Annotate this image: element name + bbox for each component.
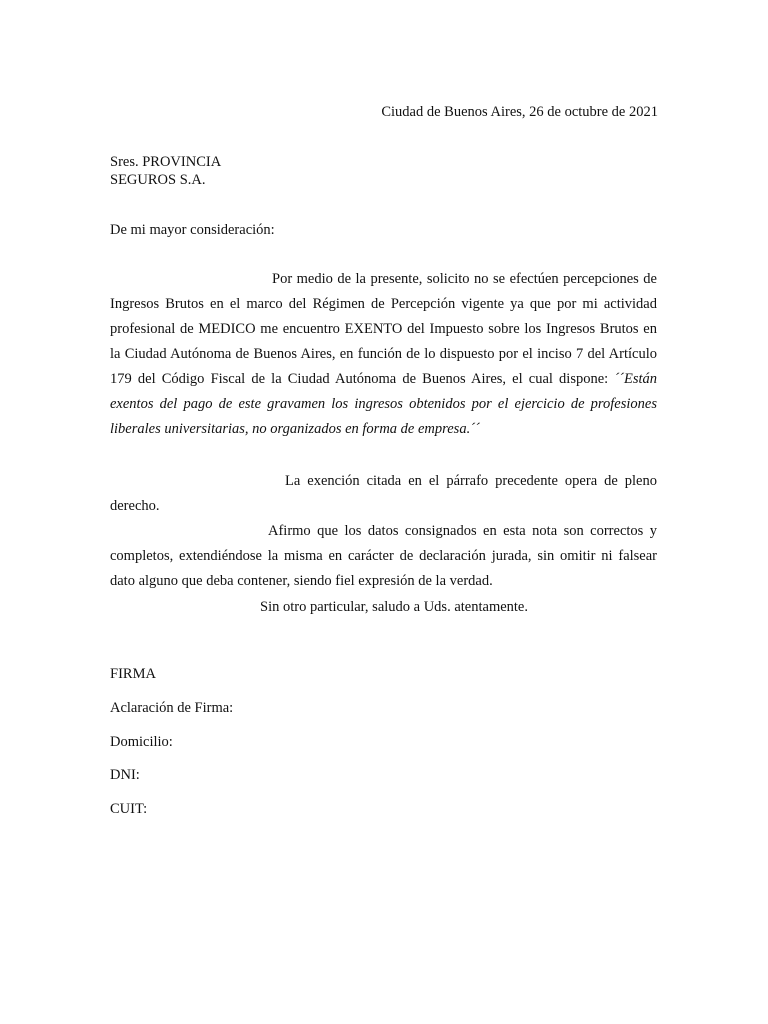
paragraph-request-text: Por medio de la presente, solicito no se efectúen percepciones de Ingresos Brutos en el marco del Régimen de Percepción vigente ya que por mi actividad profesional de MEDICO me encuentro EXENTO del Impuesto sobre los Ingresos Brutos en la Ciudad Autónoma de Buenos Aires, en función de lo dispuesto por el inciso 7 del Artículo 179 del Código Fiscal de la Ciudad Autónoma de Buenos Aires, el cual dispone:: [110, 271, 657, 387]
salutation: De mi mayor consideración:: [110, 222, 275, 238]
closing-line: Sin otro particular, saludo a Uds. atentamente.: [260, 599, 528, 615]
paragraph-declaration: Afirmo que los datos consignados en esta nota son correctos y completos, extendiéndose la misma en carácter de declaración jurada, sin omitir ni falsear dato alguno que deba contener, siendo fiel expresión de la verdad.: [110, 523, 657, 589]
paragraph-request: [110, 267, 657, 442]
date-line: Ciudad de Buenos Aires, 26 de octubre de 2021: [381, 104, 658, 120]
recipient-line-1: Sres. PROVINCIA: [110, 154, 222, 170]
recipient-line-2: SEGUROS S.A.: [110, 172, 206, 188]
signature-clarification-label: Aclaración de Firma:: [110, 700, 234, 716]
cuit-label: CUIT:: [110, 801, 148, 817]
address-label: Domicilio:: [110, 734, 173, 750]
paragraph-exemption: La exención citada en el párrafo precedente opera de pleno derecho.: [110, 473, 657, 514]
legal-quote: ´´Están exentos del pago de este gravamen los ingresos obtenidos por el ejercicio de profesiones liberales universitarias, no organizados en forma de empresa.´´: [110, 371, 657, 437]
dni-label: DNI:: [110, 767, 140, 783]
signature-label: FIRMA: [110, 666, 156, 682]
